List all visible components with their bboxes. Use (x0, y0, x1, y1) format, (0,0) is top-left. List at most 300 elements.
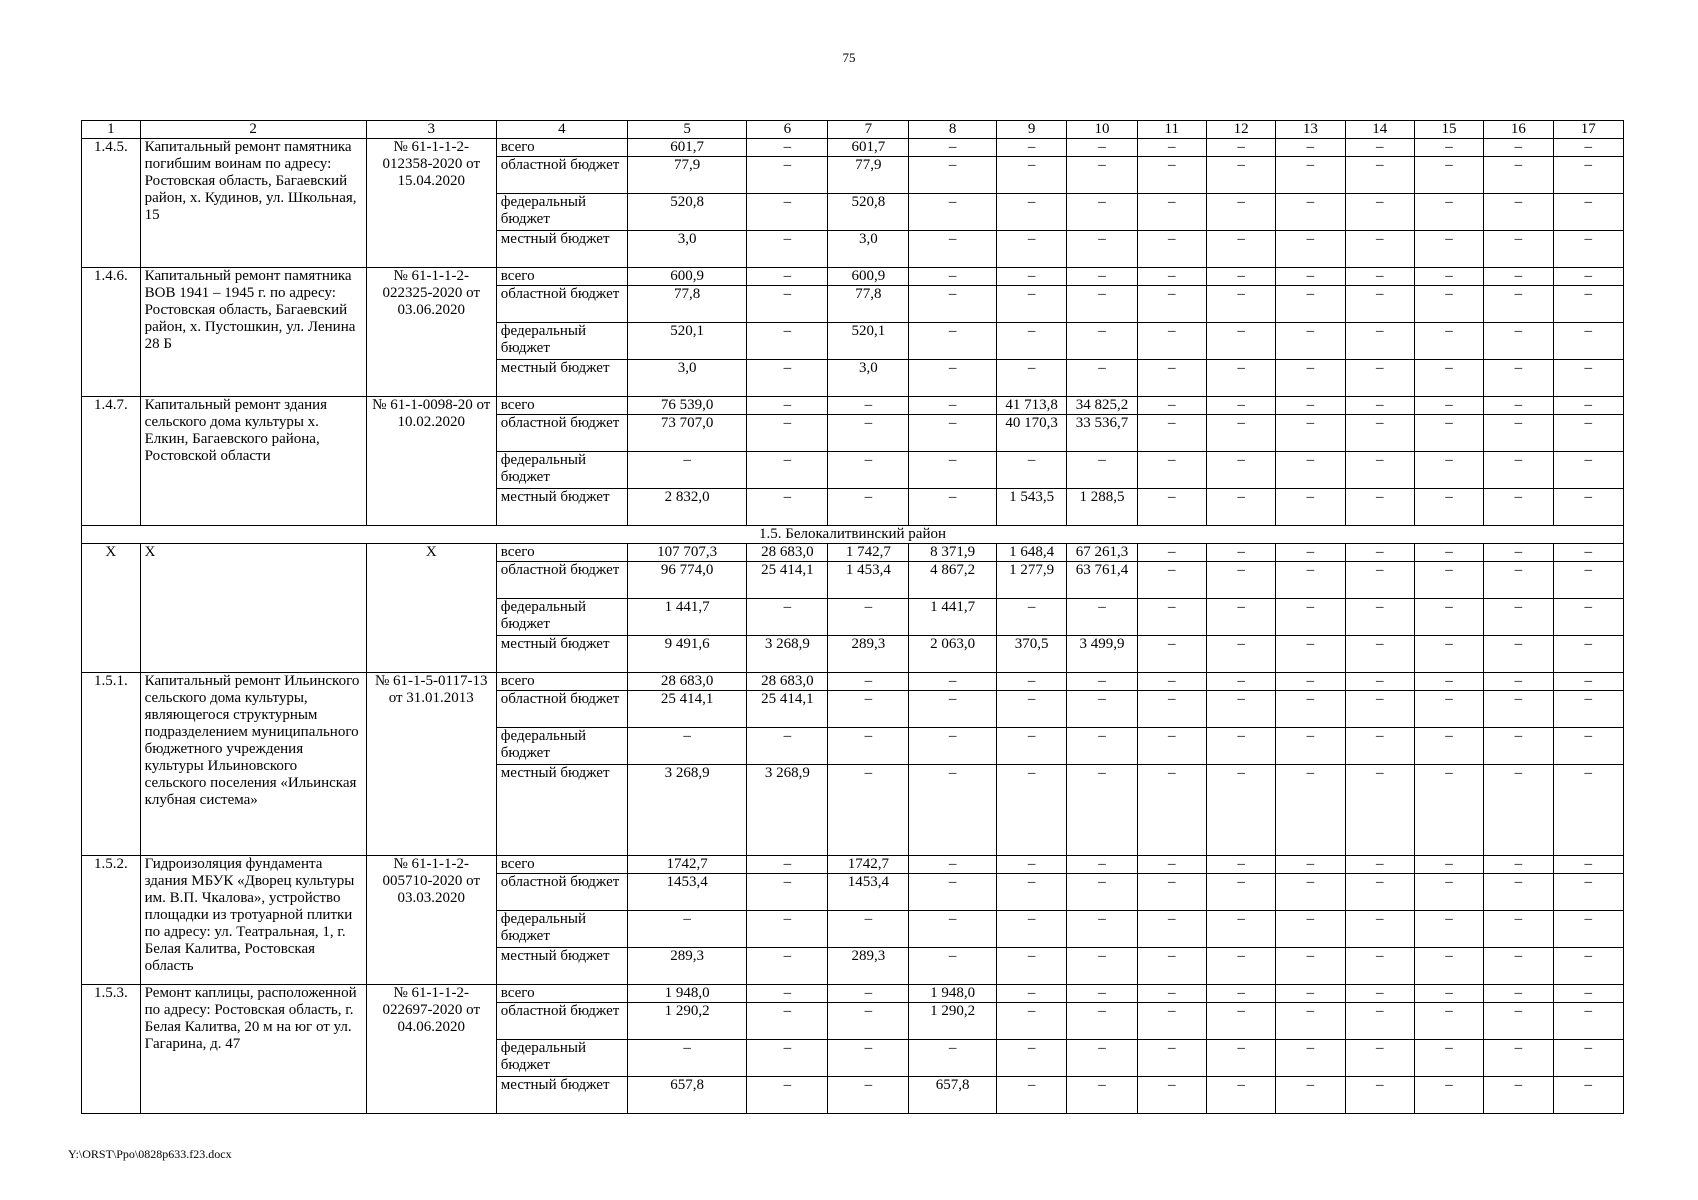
funding-source: всего (496, 856, 627, 874)
value-cell: – (1345, 489, 1414, 526)
item-number: Х (82, 544, 141, 673)
value-cell: 1742,7 (627, 856, 746, 874)
value-cell: – (747, 415, 828, 452)
value-cell: – (1553, 691, 1624, 728)
value-cell: – (1137, 1003, 1206, 1040)
value-cell: 77,8 (828, 286, 909, 323)
value-cell: – (1345, 728, 1414, 765)
value-cell: – (1553, 452, 1624, 489)
value-cell: 4 867,2 (909, 562, 996, 599)
value-cell: 1 290,2 (909, 1003, 996, 1040)
value-cell: – (1414, 874, 1483, 911)
section-row (82, 526, 1624, 544)
item-name: Капитальный ремонт здания сельского дома культуры х. Елкин, Багаевского района, Ростовской области (140, 397, 366, 526)
value-cell: – (1414, 599, 1483, 636)
value-cell: 28 683,0 (747, 544, 828, 562)
value-cell: 1742,7 (828, 856, 909, 874)
value-cell: – (1276, 544, 1345, 562)
column-header: 17 (1553, 121, 1624, 139)
value-cell: 77,8 (627, 286, 746, 323)
value-cell: – (996, 874, 1066, 911)
item-name: Х (140, 544, 366, 673)
item-document: № 61-1-1-2-012358-2020 от 15.04.2020 (366, 139, 496, 268)
value-cell: – (1484, 452, 1553, 489)
value-cell: – (996, 286, 1066, 323)
value-cell: – (1345, 1003, 1414, 1040)
funding-source: всего (496, 139, 627, 157)
value-cell: – (828, 1077, 909, 1114)
page-number: 75 (842, 50, 856, 65)
value-cell: – (1345, 673, 1414, 691)
value-cell: – (909, 452, 996, 489)
value-cell: – (1206, 985, 1275, 1003)
value-cell: – (1067, 139, 1137, 157)
value-cell: 289,3 (627, 948, 746, 985)
value-cell: – (1137, 765, 1206, 856)
value-cell: – (1484, 985, 1553, 1003)
value-cell: – (909, 489, 996, 526)
value-cell: – (627, 728, 746, 765)
value-cell: – (747, 360, 828, 397)
value-cell: 9 491,6 (627, 636, 746, 673)
item-number: 1.5.3. (82, 985, 141, 1114)
column-header: 5 (627, 121, 746, 139)
value-cell: – (909, 948, 996, 985)
value-cell: – (1067, 673, 1137, 691)
value-cell: – (1553, 985, 1624, 1003)
value-cell: – (909, 360, 996, 397)
value-cell: – (1067, 1040, 1137, 1077)
funding-source: всего (496, 544, 627, 562)
value-cell: – (627, 452, 746, 489)
value-cell: – (1206, 765, 1275, 856)
value-cell: – (1484, 139, 1553, 157)
column-header: 4 (496, 121, 627, 139)
value-cell: – (1137, 452, 1206, 489)
value-cell: – (1484, 360, 1553, 397)
value-cell: – (1276, 1040, 1345, 1077)
value-cell: – (747, 985, 828, 1003)
value-cell: – (1553, 397, 1624, 415)
value-cell: 520,8 (627, 194, 746, 231)
value-cell: 1 742,7 (828, 544, 909, 562)
value-cell: – (909, 415, 996, 452)
value-cell: – (747, 397, 828, 415)
value-cell: – (1553, 562, 1624, 599)
value-cell: 520,1 (828, 323, 909, 360)
value-cell: – (1553, 1003, 1624, 1040)
value-cell: – (1067, 856, 1137, 874)
value-cell: – (1276, 415, 1345, 452)
value-cell: – (909, 194, 996, 231)
value-cell: – (828, 911, 909, 948)
value-cell: – (909, 1040, 996, 1077)
value-cell: – (1067, 599, 1137, 636)
value-cell: – (1067, 1003, 1137, 1040)
table-row (82, 397, 1624, 415)
value-cell: – (1067, 948, 1137, 985)
value-cell: – (828, 673, 909, 691)
value-cell: – (1276, 1003, 1345, 1040)
value-cell: – (909, 286, 996, 323)
value-cell: – (1484, 691, 1553, 728)
column-header: 9 (996, 121, 1066, 139)
item-name: Ремонт каплицы, расположенной по адресу: Ростовская область, г. Белая Калитва, 20 м на юг от ул. Гагарина, д. 47 (140, 985, 366, 1114)
column-header: 1 (82, 121, 141, 139)
item-number: 1.4.6. (82, 268, 141, 397)
value-cell: – (1067, 323, 1137, 360)
value-cell: – (1276, 765, 1345, 856)
funding-source: всего (496, 268, 627, 286)
value-cell: – (1553, 489, 1624, 526)
value-cell: – (1345, 1077, 1414, 1114)
column-header: 7 (828, 121, 909, 139)
value-cell: – (1484, 636, 1553, 673)
value-cell: – (1414, 1077, 1483, 1114)
value-cell: – (1276, 452, 1345, 489)
value-cell: – (1345, 323, 1414, 360)
value-cell: – (1276, 194, 1345, 231)
value-cell: – (1345, 157, 1414, 194)
value-cell: – (1484, 415, 1553, 452)
value-cell: – (1067, 1077, 1137, 1114)
funding-source: федеральный бюджет (496, 599, 627, 636)
table-header-row (82, 121, 1624, 139)
value-cell: – (1067, 452, 1137, 489)
value-cell: – (1276, 599, 1345, 636)
value-cell: – (1137, 856, 1206, 874)
value-cell: – (1345, 948, 1414, 985)
value-cell: 28 683,0 (747, 673, 828, 691)
value-cell: 3,0 (627, 360, 746, 397)
value-cell: 34 825,2 (1067, 397, 1137, 415)
value-cell: – (1484, 544, 1553, 562)
value-cell: – (1206, 874, 1275, 911)
value-cell: 370,5 (996, 636, 1066, 673)
funding-source: областной бюджет (496, 415, 627, 452)
funding-source: местный бюджет (496, 1077, 627, 1114)
value-cell: – (1276, 728, 1345, 765)
funding-source: областной бюджет (496, 874, 627, 911)
value-cell: – (1345, 194, 1414, 231)
funding-source: федеральный бюджет (496, 911, 627, 948)
value-cell: 1 543,5 (996, 489, 1066, 526)
value-cell: – (1414, 1040, 1483, 1077)
value-cell: – (1484, 728, 1553, 765)
value-cell: – (996, 599, 1066, 636)
funding-source: местный бюджет (496, 231, 627, 268)
value-cell: – (996, 985, 1066, 1003)
value-cell: – (1414, 691, 1483, 728)
value-cell: – (747, 911, 828, 948)
value-cell: – (1137, 691, 1206, 728)
value-cell: – (1276, 397, 1345, 415)
value-cell: – (1553, 856, 1624, 874)
value-cell: 1 441,7 (627, 599, 746, 636)
value-cell: – (1276, 562, 1345, 599)
value-cell: 601,7 (828, 139, 909, 157)
value-cell: – (1276, 489, 1345, 526)
value-cell: 25 414,1 (747, 562, 828, 599)
value-cell: 1 290,2 (627, 1003, 746, 1040)
value-cell: – (747, 157, 828, 194)
value-cell: – (1206, 452, 1275, 489)
value-cell: – (1414, 544, 1483, 562)
value-cell: – (1484, 599, 1553, 636)
value-cell: – (996, 452, 1066, 489)
column-header: 10 (1067, 121, 1137, 139)
item-number: 1.5.1. (82, 673, 141, 856)
value-cell: – (1206, 231, 1275, 268)
value-cell: 25 414,1 (627, 691, 746, 728)
value-cell: – (747, 1077, 828, 1114)
item-document: № 61-1-0098-20 от 10.02.2020 (366, 397, 496, 526)
value-cell: – (1345, 562, 1414, 599)
value-cell: 77,9 (828, 157, 909, 194)
funding-source: всего (496, 397, 627, 415)
value-cell: – (1067, 286, 1137, 323)
value-cell: – (909, 874, 996, 911)
funding-source: местный бюджет (496, 948, 627, 985)
funding-source: всего (496, 673, 627, 691)
funding-source: местный бюджет (496, 636, 627, 673)
value-cell: – (1553, 231, 1624, 268)
funding-source: федеральный бюджет (496, 1040, 627, 1077)
value-cell: – (1206, 948, 1275, 985)
value-cell: – (909, 765, 996, 856)
value-cell: – (1206, 1040, 1275, 1077)
value-cell: – (1414, 397, 1483, 415)
value-cell: – (1137, 231, 1206, 268)
value-cell: – (1067, 765, 1137, 856)
value-cell: – (1414, 728, 1483, 765)
value-cell: – (1484, 948, 1553, 985)
funding-source: местный бюджет (496, 765, 627, 856)
value-cell: – (1067, 194, 1137, 231)
value-cell: – (627, 1040, 746, 1077)
value-cell: – (1414, 1003, 1483, 1040)
value-cell: – (747, 139, 828, 157)
value-cell: – (909, 728, 996, 765)
value-cell: – (828, 1003, 909, 1040)
value-cell: 67 261,3 (1067, 544, 1137, 562)
value-cell: 3 268,9 (627, 765, 746, 856)
value-cell: – (1276, 286, 1345, 323)
value-cell: – (996, 691, 1066, 728)
funding-source: местный бюджет (496, 360, 627, 397)
value-cell: – (1206, 139, 1275, 157)
value-cell: – (1137, 1040, 1206, 1077)
value-cell: – (1276, 139, 1345, 157)
value-cell: – (1484, 911, 1553, 948)
value-cell: 1 288,5 (1067, 489, 1137, 526)
column-header: 12 (1206, 121, 1275, 139)
value-cell: – (1484, 1040, 1553, 1077)
value-cell: – (1345, 691, 1414, 728)
value-cell: – (828, 397, 909, 415)
value-cell: – (1345, 636, 1414, 673)
value-cell: – (1345, 452, 1414, 489)
value-cell: 289,3 (828, 636, 909, 673)
value-cell: – (1345, 360, 1414, 397)
value-cell: – (747, 1040, 828, 1077)
column-header: 11 (1137, 121, 1206, 139)
value-cell: – (1414, 452, 1483, 489)
value-cell: – (1206, 415, 1275, 452)
value-cell: – (1206, 673, 1275, 691)
value-cell: – (1206, 286, 1275, 323)
value-cell: 657,8 (627, 1077, 746, 1114)
value-cell: 3 268,9 (747, 765, 828, 856)
value-cell: – (1137, 157, 1206, 194)
funding-source: областной бюджет (496, 691, 627, 728)
column-header: 16 (1484, 121, 1553, 139)
table-row (82, 673, 1624, 691)
value-cell: – (1553, 728, 1624, 765)
value-cell: – (1484, 673, 1553, 691)
value-cell: 3 499,9 (1067, 636, 1137, 673)
value-cell: – (1206, 1003, 1275, 1040)
value-cell: – (1553, 157, 1624, 194)
value-cell: – (1137, 397, 1206, 415)
value-cell: – (1553, 636, 1624, 673)
value-cell: – (1067, 874, 1137, 911)
value-cell: – (627, 911, 746, 948)
value-cell: – (1345, 544, 1414, 562)
value-cell: – (909, 139, 996, 157)
value-cell: – (747, 728, 828, 765)
value-cell: 40 170,3 (996, 415, 1066, 452)
value-cell: – (1206, 544, 1275, 562)
item-document: № 61-1-5-0117-13 от 31.01.2013 (366, 673, 496, 856)
funding-source: областной бюджет (496, 157, 627, 194)
value-cell: – (1553, 948, 1624, 985)
value-cell: – (828, 489, 909, 526)
value-cell: – (1276, 948, 1345, 985)
value-cell: – (1137, 544, 1206, 562)
value-cell: – (1067, 360, 1137, 397)
value-cell: – (909, 856, 996, 874)
footer-file-path: Y:\ORST\Ppo\0828p633.f23.docx (68, 1147, 232, 1161)
value-cell: 1 648,4 (996, 544, 1066, 562)
value-cell: – (828, 1040, 909, 1077)
column-header: 14 (1345, 121, 1414, 139)
value-cell: – (909, 673, 996, 691)
value-cell: – (1484, 323, 1553, 360)
value-cell: – (996, 1077, 1066, 1114)
value-cell: – (747, 599, 828, 636)
value-cell: – (1067, 157, 1137, 194)
value-cell: – (1137, 948, 1206, 985)
value-cell: 520,1 (627, 323, 746, 360)
value-cell: 600,9 (828, 268, 909, 286)
value-cell: – (996, 948, 1066, 985)
value-cell: – (1345, 874, 1414, 911)
value-cell: – (1206, 360, 1275, 397)
value-cell: – (1206, 268, 1275, 286)
value-cell: 25 414,1 (747, 691, 828, 728)
value-cell: – (747, 323, 828, 360)
table-row (82, 268, 1624, 286)
value-cell: – (1137, 673, 1206, 691)
value-cell: – (1345, 415, 1414, 452)
value-cell: – (747, 874, 828, 911)
value-cell: – (1414, 985, 1483, 1003)
value-cell: 3,0 (828, 360, 909, 397)
value-cell: – (1414, 856, 1483, 874)
value-cell: – (1206, 856, 1275, 874)
value-cell: – (909, 231, 996, 268)
value-cell: – (996, 139, 1066, 157)
value-cell: – (828, 728, 909, 765)
column-header: 13 (1276, 121, 1345, 139)
value-cell: – (1484, 268, 1553, 286)
value-cell: – (909, 323, 996, 360)
value-cell: 63 761,4 (1067, 562, 1137, 599)
value-cell: 33 536,7 (1067, 415, 1137, 452)
column-header: 8 (909, 121, 996, 139)
value-cell: – (1414, 489, 1483, 526)
section-title: 1.5. Белокалитвинский район (82, 526, 1624, 544)
value-cell: – (1206, 157, 1275, 194)
value-cell: – (1137, 911, 1206, 948)
value-cell: – (1484, 231, 1553, 268)
value-cell: – (1206, 728, 1275, 765)
value-cell: – (1276, 856, 1345, 874)
value-cell: 3,0 (627, 231, 746, 268)
value-cell: – (747, 452, 828, 489)
funding-source: областной бюджет (496, 562, 627, 599)
value-cell: 2 832,0 (627, 489, 746, 526)
item-document: Х (366, 544, 496, 673)
value-cell: – (996, 673, 1066, 691)
value-cell: – (996, 323, 1066, 360)
funding-source: областной бюджет (496, 1003, 627, 1040)
value-cell: – (1553, 139, 1624, 157)
item-document: № 61-1-1-2-022697-2020 от 04.06.2020 (366, 985, 496, 1114)
value-cell: – (996, 1003, 1066, 1040)
value-cell: – (1276, 231, 1345, 268)
value-cell: – (909, 911, 996, 948)
value-cell: – (1345, 911, 1414, 948)
value-cell: – (1553, 194, 1624, 231)
column-header: 3 (366, 121, 496, 139)
item-number: 1.4.7. (82, 397, 141, 526)
value-cell: – (1484, 397, 1553, 415)
value-cell: – (1067, 231, 1137, 268)
value-cell: – (1137, 562, 1206, 599)
value-cell: – (1276, 360, 1345, 397)
value-cell: – (1137, 1077, 1206, 1114)
value-cell: – (1067, 911, 1137, 948)
value-cell: – (747, 194, 828, 231)
value-cell: – (1276, 691, 1345, 728)
value-cell: – (1206, 636, 1275, 673)
value-cell: – (1553, 911, 1624, 948)
value-cell: – (996, 157, 1066, 194)
value-cell: – (1345, 139, 1414, 157)
value-cell: – (1484, 765, 1553, 856)
column-header: 6 (747, 121, 828, 139)
value-cell: – (1276, 985, 1345, 1003)
value-cell: 1453,4 (627, 874, 746, 911)
value-cell: 8 371,9 (909, 544, 996, 562)
value-cell: – (1276, 636, 1345, 673)
funding-source: всего (496, 985, 627, 1003)
value-cell: 657,8 (909, 1077, 996, 1114)
item-name: Капитальный ремонт памятника погибшим воинам по адресу: Ростовская область, Багаевский район, х. Кудинов, ул. Школьная, 15 (140, 139, 366, 268)
value-cell: – (1345, 286, 1414, 323)
